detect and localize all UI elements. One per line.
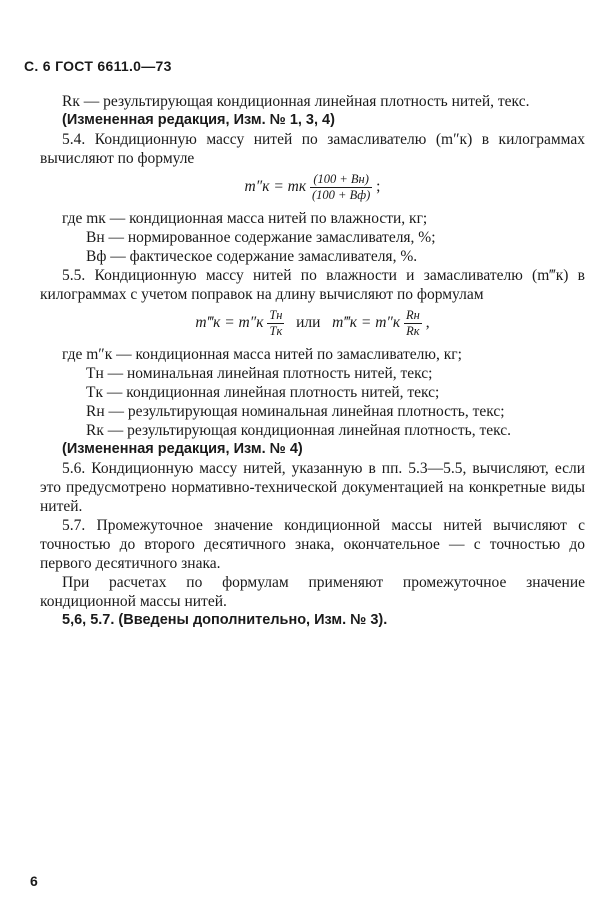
where-line: Bн — нормированное содержание замасливателя, %; xyxy=(86,229,436,246)
fraction-denominator: (100 + Bф) xyxy=(311,188,371,202)
page-header: С. 6 ГОСТ 6611.0—73 xyxy=(24,58,172,74)
formula-fraction xyxy=(310,172,372,203)
clause-5-5: 5.5. Кондиционную массу нитей по влажности и замасливателю (m‴к) в килограммах с учетом поправок на длину вычисляют по формулам xyxy=(40,267,585,303)
formula-tail: , xyxy=(425,314,430,332)
fraction-numerator: Tн xyxy=(269,308,283,322)
clause-5-6: 5.6. Кондиционную массу нитей, указанную в пп. 5.3—5.5, вычисляют, если это предусмотрено нормативно-технической документацией на конкретные виды нитей. xyxy=(40,460,585,515)
where-line: где m″к — кондиционная масса нитей по замасливателю, кг; xyxy=(62,346,462,363)
fraction-denominator: Tк xyxy=(269,324,283,338)
definition-rk: Rк — результирующая кондиционная линейная плотность нитей, текс. xyxy=(62,93,530,110)
where-line: где mк — кондиционная масса нитей по влажности, кг; xyxy=(62,210,428,227)
fraction-numerator: Rн xyxy=(406,308,420,322)
formula-a-fraction xyxy=(267,308,284,339)
fraction-denominator: Rк xyxy=(406,324,420,338)
formula-5-5 xyxy=(40,308,585,339)
page-number: 6 xyxy=(30,873,38,889)
amendment-note-2: (Измененная редакция, Изм. № 4) xyxy=(62,441,303,457)
formula-lhs: m″к = mк xyxy=(244,178,307,196)
where-line: Bф — фактическое содержание замасливателя, %. xyxy=(86,248,418,265)
formula-a-lhs: m‴к = m″к xyxy=(195,314,264,332)
formula-b-fraction xyxy=(404,308,422,339)
where-line: Rк — результирующая кондиционная линейная плотность, текс. xyxy=(86,422,512,439)
formula-or: или xyxy=(296,314,321,332)
document-body xyxy=(40,92,585,630)
formula-5-4 xyxy=(40,172,585,203)
where-line: Tк — кондиционная линейная плотность нитей, текс; xyxy=(86,384,440,401)
amendment-note-3: 5,6, 5.7. (Введены дополнительно, Изм. № 3). xyxy=(62,612,388,628)
clause-5-7: 5.7. Промежуточное значение кондиционной массы нитей вычисляют с точностью до второго десятичного знака, окончательное — с точностью до первого десятичного знака. xyxy=(40,517,585,572)
fraction-numerator: (100 + Bн) xyxy=(310,172,372,188)
formula-b-lhs: m‴к = m″к xyxy=(332,314,401,332)
amendment-note-1: (Измененная редакция, Изм. № 1, 3, 4) xyxy=(62,112,335,128)
formula-tail: ; xyxy=(376,178,381,196)
clause-5-7-note: При расчетах по формулам применяют промежуточное значение кондиционной массы нитей. xyxy=(40,574,585,610)
clause-5-4: 5.4. Кондиционную массу нитей по замасливателю (m″к) в килограммах вычисляют по формуле xyxy=(40,131,585,167)
where-line: Rн — результирующая номинальная линейная плотность, текс; xyxy=(86,403,505,420)
where-line: Tн — номинальная линейная плотность нитей, текс; xyxy=(86,365,433,382)
